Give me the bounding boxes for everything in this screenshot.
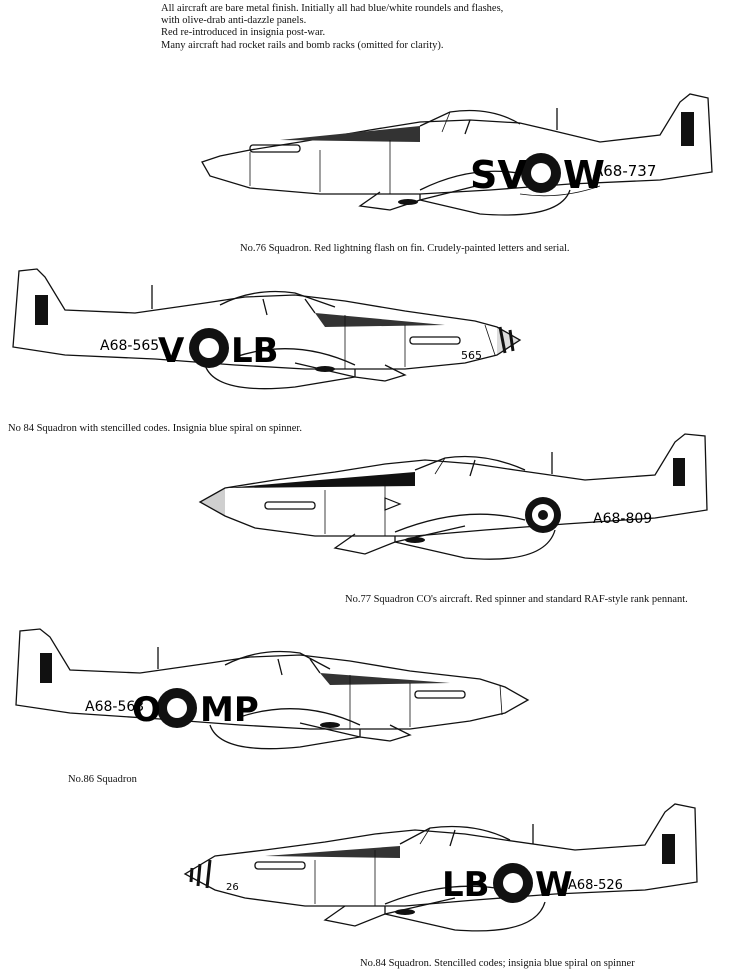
aircraft-profile-svow (195, 90, 720, 230)
caption-aircraft-3: No.77 Squadron CO's aircraft. Red spinner and standard RAF-style rank pennant. (345, 594, 688, 605)
canopy (400, 827, 510, 845)
code-right: LB (231, 331, 279, 371)
serial: A68-565 (100, 338, 160, 354)
caption-aircraft-2: No 84 Squadron with stencilled codes. Insignia blue spiral on spinner. (8, 423, 302, 434)
wing (385, 902, 545, 931)
code-left: LB (442, 865, 490, 905)
fin-flash (673, 458, 685, 486)
fin-flash (40, 653, 52, 683)
intro-line: with olive-drab anti-dazzle panels. (161, 15, 307, 27)
code-right: W (563, 153, 605, 197)
code-left: O (132, 690, 161, 730)
aircraft-profile-lbow (180, 800, 705, 950)
fin-flash (662, 834, 675, 864)
aircraft-profile-volb (5, 265, 525, 405)
nose-number: 26 (226, 882, 239, 893)
serial: A68-563 (85, 699, 145, 715)
aircraft-profile-a68-809 (195, 430, 715, 580)
caption-aircraft-4: No.86 Squadron (68, 774, 137, 785)
code-right: MP (200, 690, 259, 730)
code-right: W (535, 865, 573, 905)
caption-aircraft-5: No.84 Squadron. Stencilled codes; insignia blue spiral on spinner (360, 958, 635, 969)
nose-number: 565 (461, 349, 482, 362)
canopy (420, 111, 520, 127)
intro-line: Red re-introduced in insignia post-war. (161, 27, 326, 39)
rank-pennant (385, 498, 400, 510)
intro-line: All aircraft are bare metal finish. Initially all had blue/white roundels and flashes, (161, 3, 504, 14)
canopy (220, 292, 335, 308)
code-left: SV (470, 153, 527, 197)
intro-line: Many aircraft had rocket rails and bomb racks (omitted for clarity). (161, 39, 444, 51)
fin-flash (681, 112, 694, 146)
wing (395, 530, 555, 559)
code-left: V (158, 331, 185, 371)
fin-flash (35, 295, 48, 325)
serial: A68-737 (593, 162, 657, 180)
canopy (225, 652, 330, 670)
aircraft-profile-oomp (10, 625, 535, 765)
intro-notes (161, 3, 503, 52)
caption-aircraft-1: No.76 Squadron. Red lightning flash on fin. Crudely-painted letters and serial. (240, 243, 570, 254)
serial: A68-526 (568, 878, 623, 893)
serial: A68-809 (593, 511, 653, 527)
